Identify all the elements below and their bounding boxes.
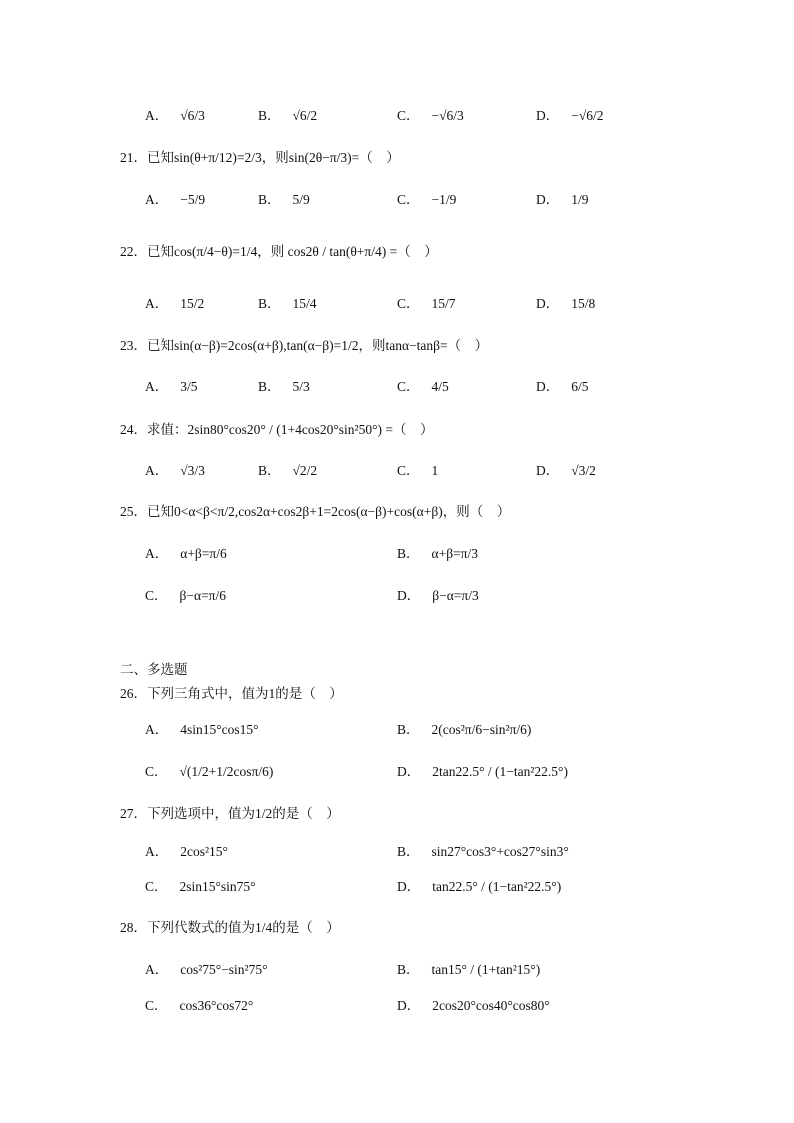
option-text: 2(cos²π/6−sin²π/6) bbox=[431, 722, 532, 737]
option-label: D． bbox=[536, 296, 560, 311]
option-text: √3/2 bbox=[571, 463, 596, 478]
option-q20-d[interactable] bbox=[536, 106, 604, 126]
option-label: A． bbox=[145, 962, 169, 977]
option-label: C． bbox=[145, 998, 168, 1013]
option-label: A． bbox=[145, 192, 169, 207]
option-q28-a[interactable] bbox=[145, 960, 268, 980]
option-text: cos36°cos72° bbox=[179, 998, 254, 1013]
option-text: √6/2 bbox=[292, 108, 318, 123]
option-text: 4/5 bbox=[431, 379, 449, 394]
option-q25-d[interactable] bbox=[397, 586, 479, 606]
option-label: B． bbox=[397, 722, 420, 737]
option-text: 15/8 bbox=[571, 296, 596, 311]
option-q26-a[interactable] bbox=[145, 720, 259, 740]
option-label: A． bbox=[145, 844, 169, 859]
option-text: 15/2 bbox=[180, 296, 205, 311]
option-label: D． bbox=[397, 998, 421, 1013]
option-q28-c[interactable] bbox=[145, 996, 253, 1016]
option-text: 15/7 bbox=[431, 296, 456, 311]
option-text: β−α=π/3 bbox=[432, 588, 479, 603]
option-label: C． bbox=[145, 764, 168, 779]
option-q26-c[interactable] bbox=[145, 762, 273, 782]
option-text: cos²75°−sin²75° bbox=[180, 962, 268, 977]
option-label: C． bbox=[397, 379, 420, 394]
option-text: √3/3 bbox=[180, 463, 205, 478]
option-q22-c[interactable] bbox=[397, 294, 456, 314]
option-label: B． bbox=[258, 379, 281, 394]
option-label: D． bbox=[536, 379, 560, 394]
option-q22-b[interactable] bbox=[258, 294, 317, 314]
option-label: B． bbox=[397, 546, 420, 561]
option-label: D． bbox=[397, 879, 421, 894]
option-label: A． bbox=[145, 108, 169, 123]
option-text: 2cos20°cos40°cos80° bbox=[432, 998, 550, 1013]
option-text: 15/4 bbox=[292, 296, 317, 311]
option-label: B． bbox=[258, 463, 281, 478]
option-q25-c[interactable] bbox=[145, 586, 226, 606]
option-q22-a[interactable] bbox=[145, 294, 204, 314]
question-26-stem: 26．下列三角式中，值为1的是（ ） bbox=[120, 686, 343, 701]
option-q27-b[interactable] bbox=[397, 842, 569, 862]
question-28-stem: 28．下列代数式的值为1/4的是（ ） bbox=[120, 920, 340, 935]
option-text: −1/9 bbox=[431, 192, 457, 207]
option-q24-a[interactable] bbox=[145, 461, 205, 481]
option-text: 4sin15°cos15° bbox=[180, 722, 259, 737]
option-label: D． bbox=[397, 764, 421, 779]
option-q24-c[interactable] bbox=[397, 461, 438, 481]
option-q20-c[interactable] bbox=[397, 106, 464, 126]
option-text: 2tan22.5° / (1−tan²22.5°) bbox=[432, 764, 568, 779]
option-text: 1 bbox=[431, 463, 439, 478]
option-text: −5/9 bbox=[180, 192, 206, 207]
option-q27-d[interactable] bbox=[397, 877, 561, 897]
option-text: −√6/2 bbox=[571, 108, 604, 123]
option-label: C． bbox=[397, 296, 420, 311]
option-text: 2cos²15° bbox=[180, 844, 228, 859]
option-text: 3/5 bbox=[180, 379, 198, 394]
option-q27-c[interactable] bbox=[145, 877, 256, 897]
option-label: A． bbox=[145, 546, 169, 561]
question-27-stem: 27．下列选项中，值为1/2的是（ ） bbox=[120, 806, 340, 821]
option-text: tan15° / (1+tan²15°) bbox=[431, 962, 541, 977]
option-text: 1/9 bbox=[571, 192, 589, 207]
option-text: √2/2 bbox=[292, 463, 318, 478]
option-q21-c[interactable] bbox=[397, 190, 456, 210]
option-label: C． bbox=[145, 879, 168, 894]
option-label: B． bbox=[258, 296, 281, 311]
option-q28-b[interactable] bbox=[397, 960, 540, 980]
option-q25-a[interactable] bbox=[145, 544, 227, 564]
option-q23-b[interactable] bbox=[258, 377, 310, 397]
question-23-stem: 23．已知sin(α−β)=2cos(α+β),tan(α−β)=1/2，则tanα−tanβ=（ ） bbox=[120, 338, 489, 353]
option-text: 5/9 bbox=[292, 192, 310, 207]
option-q23-a[interactable] bbox=[145, 377, 198, 397]
question-24-stem: 24．求值：2sin80°cos20° / (1+4cos20°sin²50°) =（ ） bbox=[120, 422, 434, 437]
option-label: A． bbox=[145, 722, 169, 737]
option-q25-b[interactable] bbox=[397, 544, 478, 564]
section-title: 二、多选题 bbox=[120, 662, 188, 677]
option-q21-b[interactable] bbox=[258, 190, 310, 210]
option-q27-a[interactable] bbox=[145, 842, 228, 862]
option-label: D． bbox=[536, 108, 560, 123]
option-label: C． bbox=[397, 192, 420, 207]
option-q24-d[interactable] bbox=[536, 461, 596, 481]
option-q26-d[interactable] bbox=[397, 762, 568, 782]
option-label: C． bbox=[145, 588, 168, 603]
option-label: D． bbox=[536, 192, 560, 207]
option-q26-b[interactable] bbox=[397, 720, 531, 740]
option-label: A． bbox=[145, 296, 169, 311]
question-21-stem: 21．已知sin(θ+π/12)=2/3，则sin(2θ−π/3)=（ ） bbox=[120, 150, 400, 165]
option-q23-d[interactable] bbox=[536, 377, 589, 397]
option-q23-c[interactable] bbox=[397, 377, 449, 397]
option-q22-d[interactable] bbox=[536, 294, 595, 314]
question-25-stem: 25．已知0<α<β<π/2,cos2α+cos2β+1=2cos(α−β)+cos(α+β)，则（ ） bbox=[120, 504, 511, 519]
option-text: α+β=π/3 bbox=[431, 546, 479, 561]
option-text: −√6/3 bbox=[431, 108, 464, 123]
option-text: √(1/2+1/2cosπ/6) bbox=[179, 764, 274, 779]
option-label: B． bbox=[258, 108, 281, 123]
option-q21-a[interactable] bbox=[145, 190, 205, 210]
option-label: D． bbox=[536, 463, 560, 478]
question-22-stem: 22．已知cos(π/4−θ)=1/4，则 cos2θ / tan(θ+π/4) =（ ） bbox=[120, 244, 438, 259]
option-q24-b[interactable] bbox=[258, 461, 317, 481]
option-text: 6/5 bbox=[571, 379, 589, 394]
option-label: B． bbox=[397, 844, 420, 859]
option-text: tan22.5° / (1−tan²22.5°) bbox=[432, 879, 562, 894]
option-label: D． bbox=[397, 588, 421, 603]
option-label: C． bbox=[397, 463, 420, 478]
option-text: 2sin15°sin75° bbox=[179, 879, 256, 894]
option-text: 5/3 bbox=[292, 379, 310, 394]
option-q28-d[interactable] bbox=[397, 996, 550, 1016]
option-label: B． bbox=[258, 192, 281, 207]
option-q20-a[interactable] bbox=[145, 106, 205, 126]
option-q21-d[interactable] bbox=[536, 190, 589, 210]
option-label: C． bbox=[397, 108, 420, 123]
option-label: A． bbox=[145, 463, 169, 478]
option-label: A． bbox=[145, 379, 169, 394]
option-text: √6/3 bbox=[180, 108, 205, 123]
option-text: sin27°cos3°+cos27°sin3° bbox=[431, 844, 569, 859]
option-text: β−α=π/6 bbox=[179, 588, 227, 603]
option-label: B． bbox=[397, 962, 420, 977]
option-text: α+β=π/6 bbox=[180, 546, 227, 561]
option-q20-b[interactable] bbox=[258, 106, 317, 126]
